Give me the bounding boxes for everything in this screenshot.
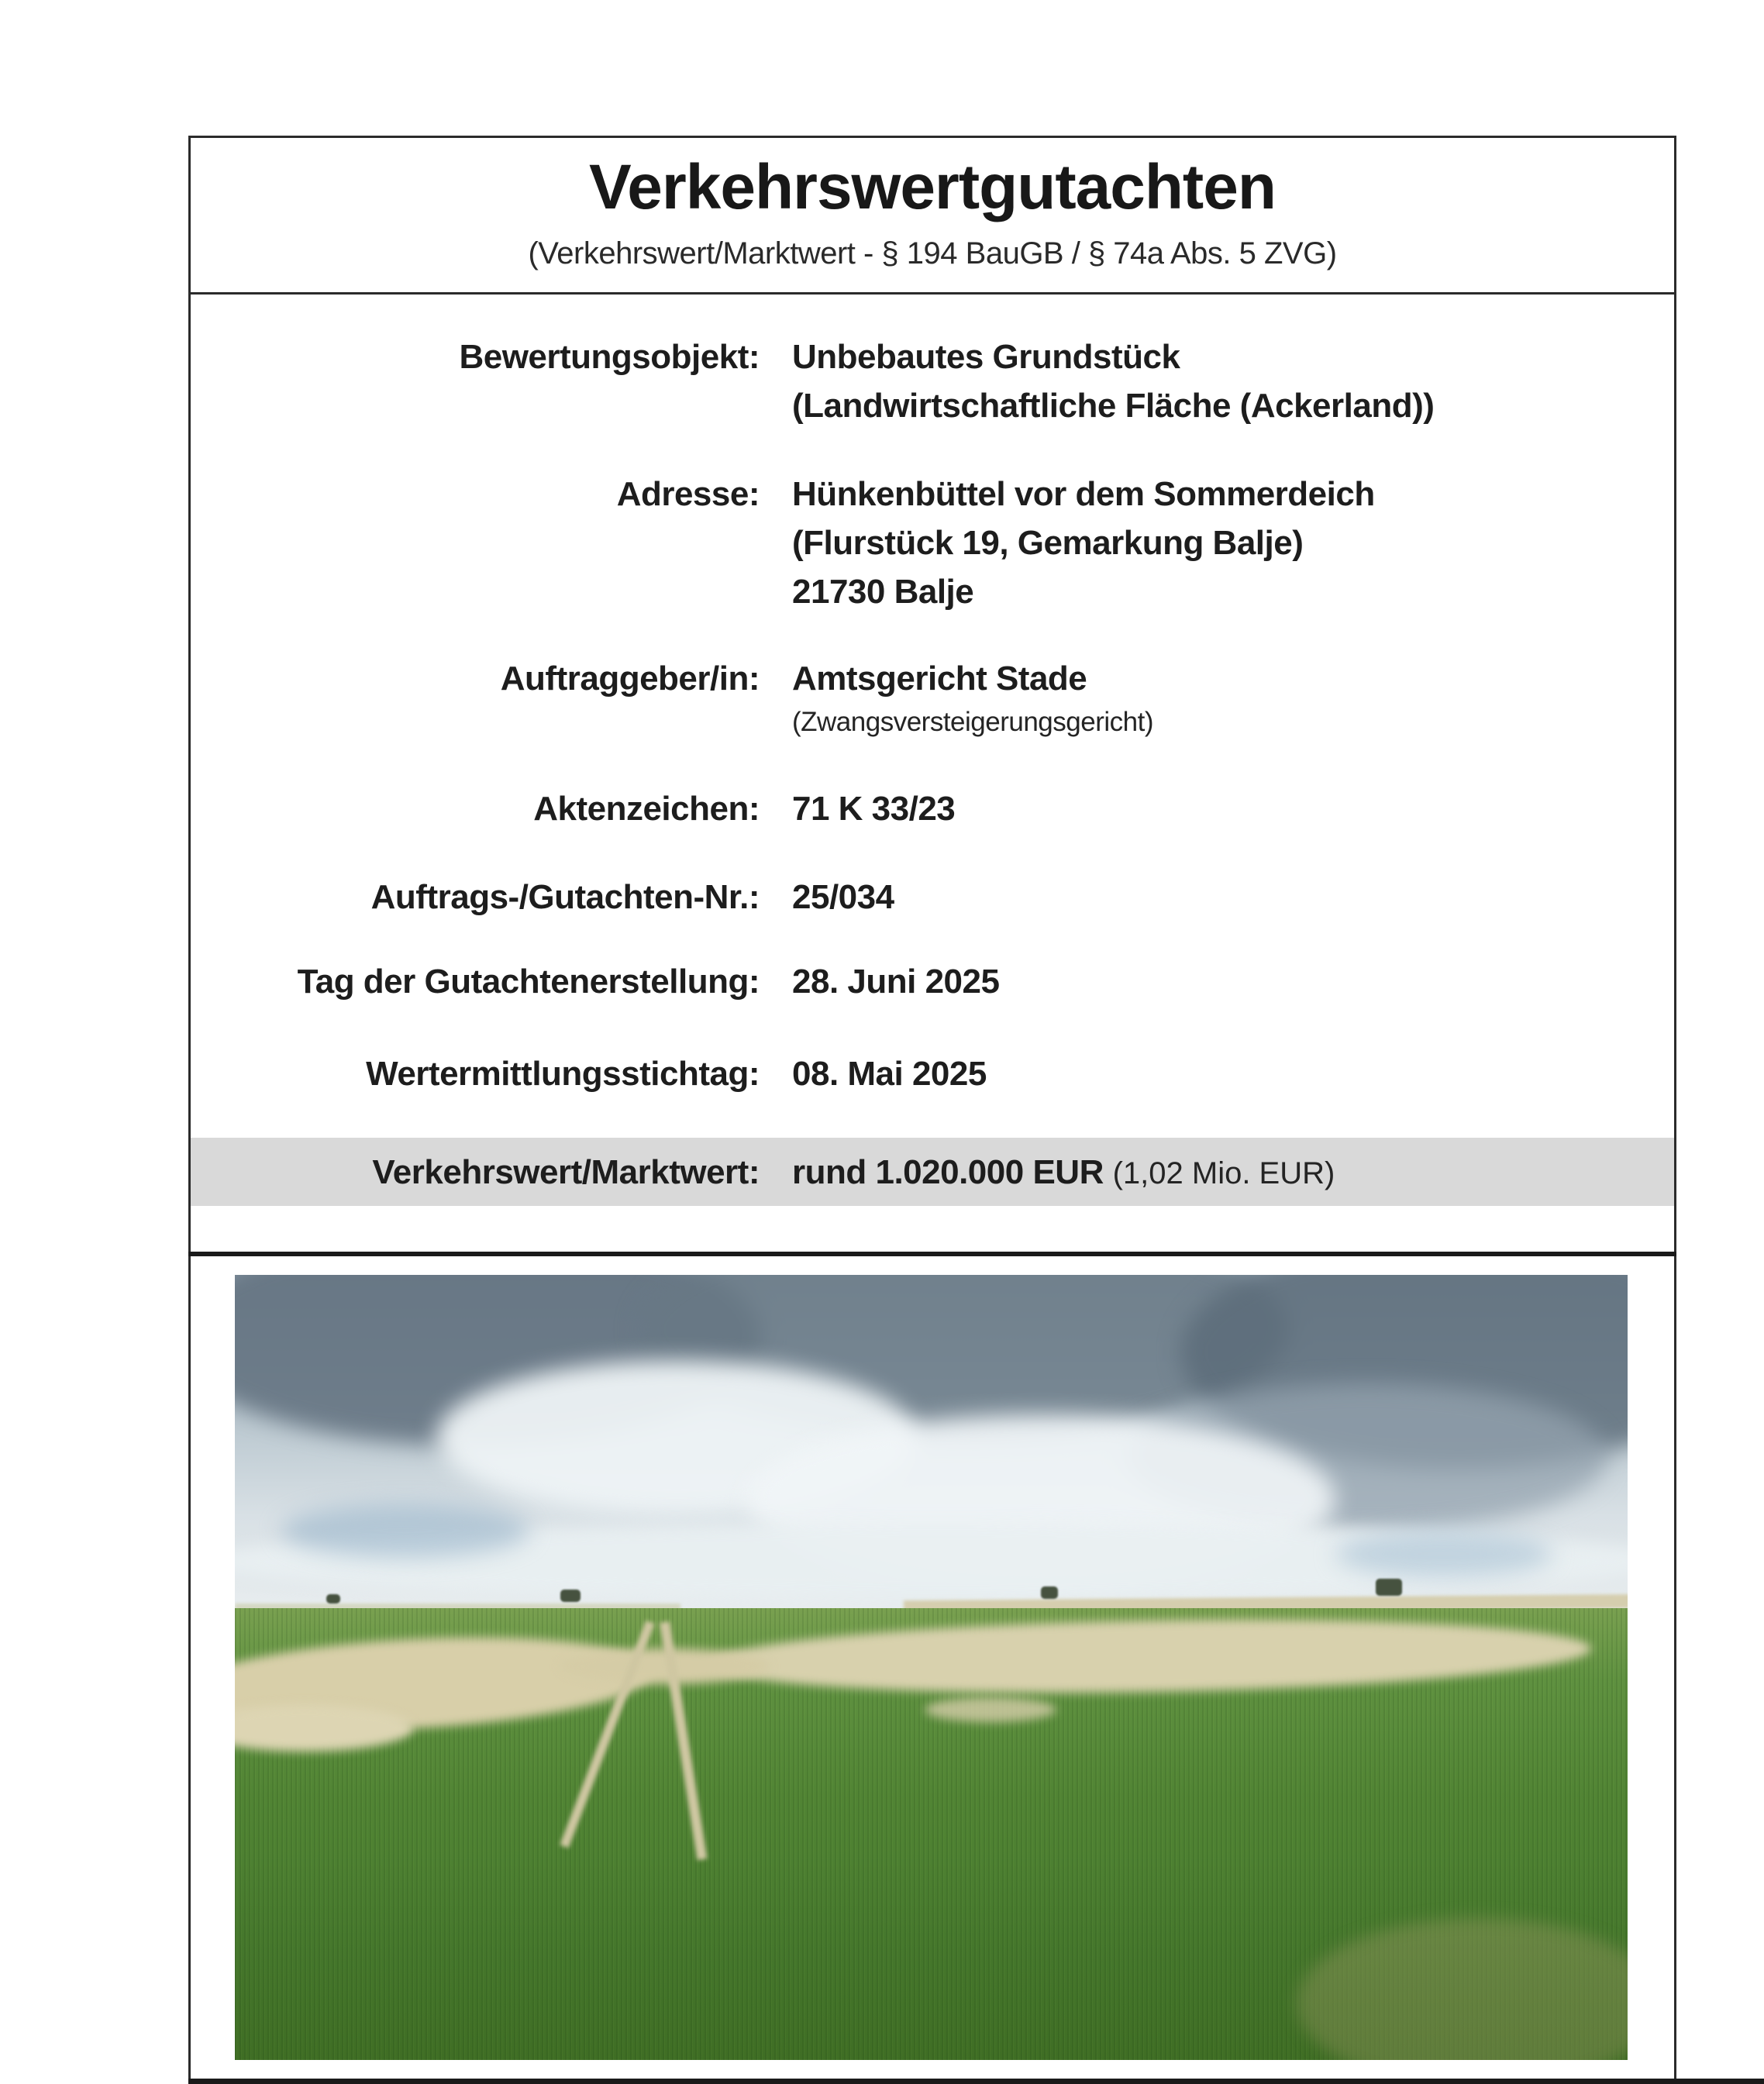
blue-sky-patch — [281, 1504, 529, 1558]
field-value — [792, 654, 1153, 742]
field-value — [792, 873, 894, 921]
tree-silhouette — [1041, 1586, 1058, 1599]
field-value — [792, 1049, 987, 1098]
field-value-line: Amtsgericht Stade — [792, 660, 1087, 698]
field-value-line: Unbebautes Grundstück — [792, 338, 1180, 376]
tree-silhouette — [560, 1590, 581, 1602]
field-row-stichtag — [188, 1049, 1676, 1098]
foreground-shading — [235, 1858, 1628, 2060]
market-value-note: (1,02 Mio. EUR) — [1112, 1156, 1335, 1190]
sand-patch — [707, 1613, 1591, 1700]
field-value-line: Hünkenbüttel vor dem Sommerdeich — [792, 475, 1375, 513]
market-value-label: Verkehrswert/Marktwert: — [372, 1153, 760, 1191]
field-label: Auftrags-/Gutachten-Nr.: — [370, 878, 760, 916]
document-subtitle: (Verkehrswert/Marktwert - § 194 BauGB / § 74a Abs. 5 ZVG) — [528, 236, 1337, 270]
sand-patch — [925, 1697, 1056, 1722]
field-value-line: 08. Mai 2025 — [792, 1055, 987, 1093]
field-row-aktenzeichen — [188, 784, 1676, 833]
field-label: Wertermittlungsstichtag: — [366, 1055, 760, 1093]
field-row-verkehrswert — [188, 1148, 1676, 1198]
field-value-line: 28. Juni 2025 — [792, 963, 1000, 1001]
field-label: Aktenzeichen: — [533, 790, 760, 828]
blue-sky-patch — [1335, 1531, 1552, 1577]
field-label: Tag der Gutachtenerstellung: — [297, 963, 760, 1001]
document-title: Verkehrswertgutachten — [589, 152, 1276, 222]
field-label: Auftraggeber/in: — [500, 660, 760, 698]
market-value-amount: rund 1.020.000 EUR — [792, 1153, 1104, 1191]
field-value-line: (Flurstück 19, Gemarkung Balje) — [792, 524, 1304, 562]
field-row-adresse — [188, 470, 1676, 616]
field-row-auftraggeber — [188, 654, 1676, 742]
site-photo-farmland — [235, 1275, 1628, 2060]
field-value-line: (Landwirtschaftliche Fläche (Ackerland)) — [792, 387, 1435, 425]
field-row-bewertungsobjekt — [188, 332, 1676, 430]
section-divider-line — [188, 1252, 1676, 1256]
field-value-subline: (Zwangsversteigerungsgericht) — [792, 707, 1153, 737]
field-value-line: 25/034 — [792, 878, 894, 916]
market-value-value — [792, 1148, 1335, 1198]
field-value — [792, 784, 955, 833]
field-label: Adresse: — [616, 475, 760, 513]
header-divider-line — [188, 292, 1676, 295]
field-row-erstellungstag — [188, 957, 1676, 1006]
tree-silhouette — [326, 1594, 340, 1603]
page-bottom-line — [188, 2079, 1764, 2084]
field-label: Bewertungsobjekt: — [459, 338, 760, 376]
field-value — [792, 332, 1434, 430]
field-row-gutachten-nr — [188, 873, 1676, 921]
field-value-line: 21730 Balje — [792, 573, 974, 611]
field-value-line: 71 K 33/23 — [792, 790, 956, 828]
tree-silhouette — [1376, 1579, 1402, 1596]
field-value — [792, 957, 999, 1006]
field-value — [792, 470, 1375, 616]
green-field — [235, 1608, 1628, 2060]
